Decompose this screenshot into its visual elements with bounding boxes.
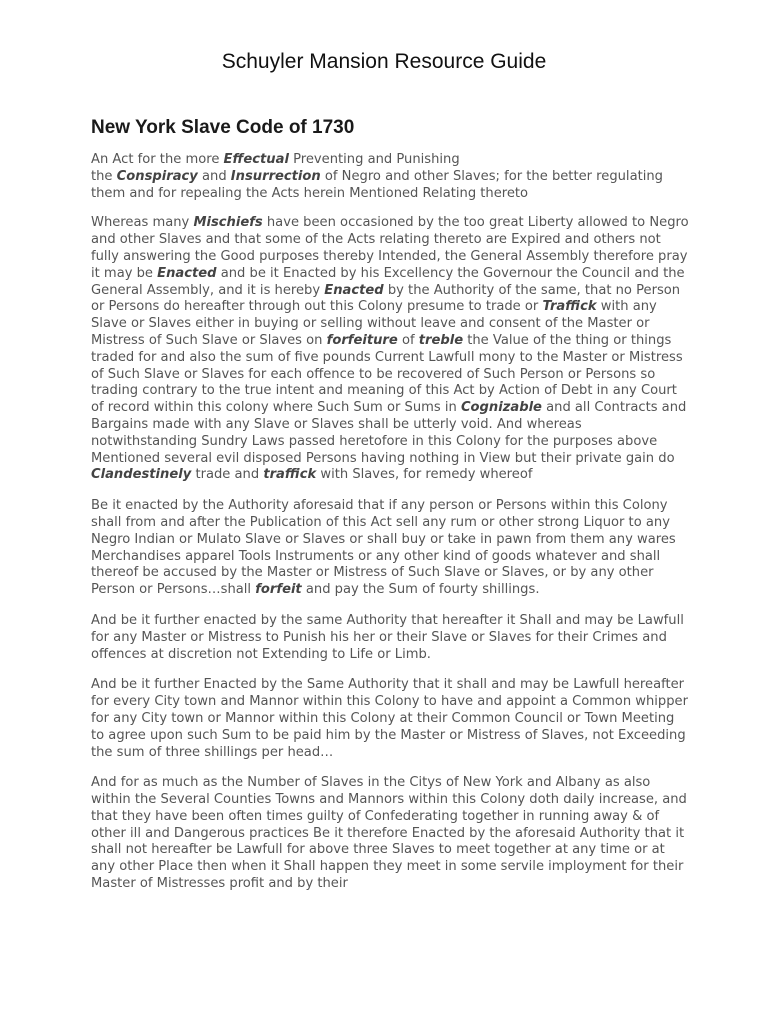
emphasis-term: treble	[418, 332, 464, 348]
emphasis-term: Traffick	[542, 299, 597, 315]
emphasis-term: Mischiefs	[193, 215, 263, 231]
emphasis-term: Insurrection	[230, 168, 321, 184]
paragraph-common-whipper: And be it further Enacted by the Same Authority that it shall and may be Lawfull hereafter for every City town and Mannor within this Colony to have and appoint a Common whipper for any City town or Mannor within this Colony at their Common Council or Town Meeting to agree upon such Sum to be paid him by the Master or Mistress of Slaves, not Exceeding the sum of three shillings per head…	[91, 677, 688, 760]
paragraph-liquor-trade: Be it enacted by the Authority aforesaid that if any person or Persons within this Colony shall from and after the Publication of this Act sell any rum or other strong Liquor to any Negro Indian or Mulato Slave or Slaves or shall buy or take in pawn from them any wares Merchandises apparel Tools Instruments or any other kind of goods whatever and shall thereof be accused by the Master or Mistress of Such Slave or Slaves, or by any other Person or Persons…shall forfeit and pay the Sum of fourty shillings.	[91, 498, 676, 598]
emphasis-term: forfeit	[255, 582, 302, 598]
emphasis-term: Effectual	[223, 152, 289, 167]
emphasis-term: Enacted	[324, 282, 384, 298]
paragraph-act-title: An Act for the more Effectual Preventing and Punishing the Conspiracy and Insurrection of Negro and other Slaves; for the better regulating them and for repealing the Acts herein Mentioned Relating thereto	[91, 152, 663, 201]
page-header: Schuyler Mansion Resource Guide	[221, 50, 547, 73]
document-body	[91, 152, 691, 907]
paragraph-punishment: And be it further enacted by the same Authority that hereafter it Shall and may be Lawfull for any Master or Mistress to Punish his her or their Slave or Slaves for their Crimes and offences at discretion not Extending to Life or Limb.	[91, 612, 684, 662]
emphasis-term: Enacted	[157, 265, 217, 281]
paragraph-whereas: Whereas many Mischiefs have been occasioned by the too great Liberty allowed to Negro and other Slaves and that some of the Acts relating thereto are Expired and others not fully answering the Good purposes thereby Intended, the General Assembly therefore pray it may be Enacted and be it Enacted by his Excellency the Governour the Council and the General Assembly, and it is hereby Enacted by the Authority of the same, that no Person or Persons do hereafter through out this Colony presume to trade or Traffick with any Slave or Slaves either in buying or selling without leave and consent of the Master or Mistress of Such Slave or Slaves on forfeiture of treble the Value of the thing or things traded for and also the sum of five pounds Current Lawfull mony to the Master or Mistress of Such Slave or Slaves for each offence to be recovered of Such Person or Persons so trading contrary to the true intent and meaning of this Act by Action of Debt in any Court of record within this colony where Such Sum or Sums in Cognizable and all Contracts and Bargains made with any Slave or Slaves shall be utterly void. And whereas notwithstanding Sundry Laws passed heretofore in this Colony for the purposes above Mentioned several evil disposed Persons having nothing in View but their private gain do Clandestinely trade and traffick with Slaves, for remedy whereof	[91, 215, 689, 483]
emphasis-term: Clandestinely	[91, 467, 192, 483]
emphasis-term: Conspiracy	[116, 168, 198, 184]
paragraph-assembly-limit: And for as much as the Number of Slaves in the Citys of New York and Albany as also within the Several Counties Towns and Mannors within this Colony doth daily increase, and that they have been often times guilty of Confederating together in running away & of other ill and Dangerous practices Be it therefore Enacted by the aforesaid Authority that it shall not hereafter be Lawfull for above three Slaves to meet together at any time or at any other Place then when it Shall happen they meet in some servile imployment for their Master of Mistresses profit and by their	[91, 775, 687, 892]
emphasis-term: forfeiture	[326, 332, 398, 348]
document-title: New York Slave Code of 1730	[91, 117, 355, 138]
emphasis-term: Cognizable	[460, 400, 542, 416]
emphasis-term: traffick	[263, 467, 317, 483]
